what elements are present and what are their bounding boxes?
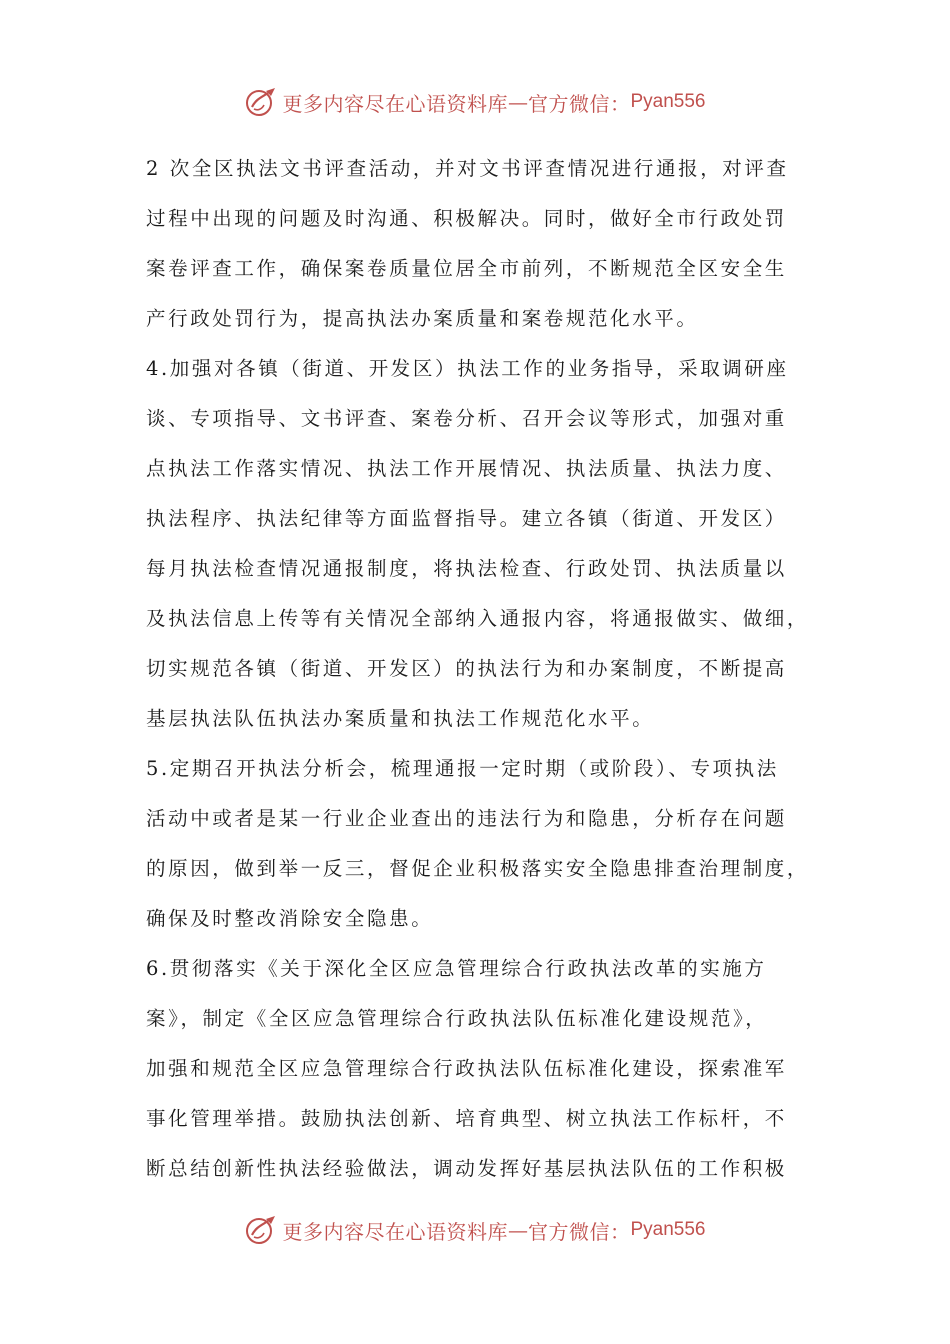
header-banner [0, 82, 950, 122]
body-line: 过程中出现的问题及时沟通、积极解决。同时，做好全市行政处罚 [146, 207, 787, 230]
body-line: 基层执法队伍执法办案质量和执法工作规范化水平。 [146, 707, 655, 730]
body-line: 断总结创新性执法经验做法，调动发挥好基层执法队伍的工作积极 [146, 1157, 787, 1180]
banner-separator: — [507, 1218, 528, 1242]
body-line: 切实规范各镇（街道、开发区）的执法行为和办案制度，不断提高 [146, 657, 787, 680]
body-line: 案卷评查工作，确保案卷质量位居全市前列，不断规范全区安全生 [146, 257, 787, 280]
body-line: 每月执法检查情况通报制度，将执法检查、行政处罚、执法质量以 [146, 557, 787, 580]
body-line: 5.定期召开执法分析会，梳理通报一定时期（或阶段）、专项执法 [146, 757, 779, 780]
pen-logo-icon [244, 1213, 278, 1247]
body-line: 及执法信息上传等有关情况全部纳入通报内容，将通报做实、做细， [146, 607, 810, 630]
footer-banner [0, 1210, 950, 1250]
document-body [146, 150, 810, 1200]
body-line: 案》，制定《全区应急管理综合行政执法队伍标准化建设规范》， [146, 1007, 768, 1030]
body-line: 事化管理举措。鼓励执法创新、培育典型、树立执法工作标杆，不 [146, 1107, 787, 1130]
body-line: 确保及时整改消除安全隐患。 [146, 907, 434, 930]
body-line: 的原因，做到举一反三，督促企业积极落实安全隐患排查治理制度， [146, 857, 810, 880]
banner-wechat-id: Pyan556 [630, 1219, 706, 1240]
banner-text: 更多内容尽在心语资料库 [282, 1219, 508, 1244]
banner-suffix: 官方微信： [527, 91, 631, 116]
body-line: 6.贯彻落实《关于深化全区应急管理综合行政执法改革的实施方 [146, 957, 767, 980]
banner-suffix: 官方微信： [527, 1219, 631, 1244]
body-line: 2 次全区执法文书评查活动，并对文书评查情况进行通报，对评查 [146, 157, 789, 180]
pen-logo-icon [244, 85, 278, 119]
body-line: 加强和规范全区应急管理综合行政执法队伍标准化建设，探索准军 [146, 1057, 787, 1080]
body-line: 4.加强对各镇（街道、开发区）执法工作的业务指导，采取调研座 [146, 357, 789, 380]
banner-text: 更多内容尽在心语资料库 [282, 91, 508, 116]
body-line: 点执法工作落实情况、执法工作开展情况、执法质量、执法力度、 [146, 457, 787, 480]
banner-separator: — [507, 90, 528, 114]
banner-wechat-id: Pyan556 [630, 91, 706, 112]
body-line: 执法程序、执法纪律等方面监督指导。建立各镇（街道、开发区） [146, 507, 787, 530]
body-line: 谈、专项指导、文书评查、案卷分析、召开会议等形式，加强对重 [146, 407, 787, 430]
body-line: 活动中或者是某一行业企业查出的违法行为和隐患，分析存在问题 [146, 807, 787, 830]
body-line: 产行政处罚行为，提高执法办案质量和案卷规范化水平。 [146, 307, 699, 330]
